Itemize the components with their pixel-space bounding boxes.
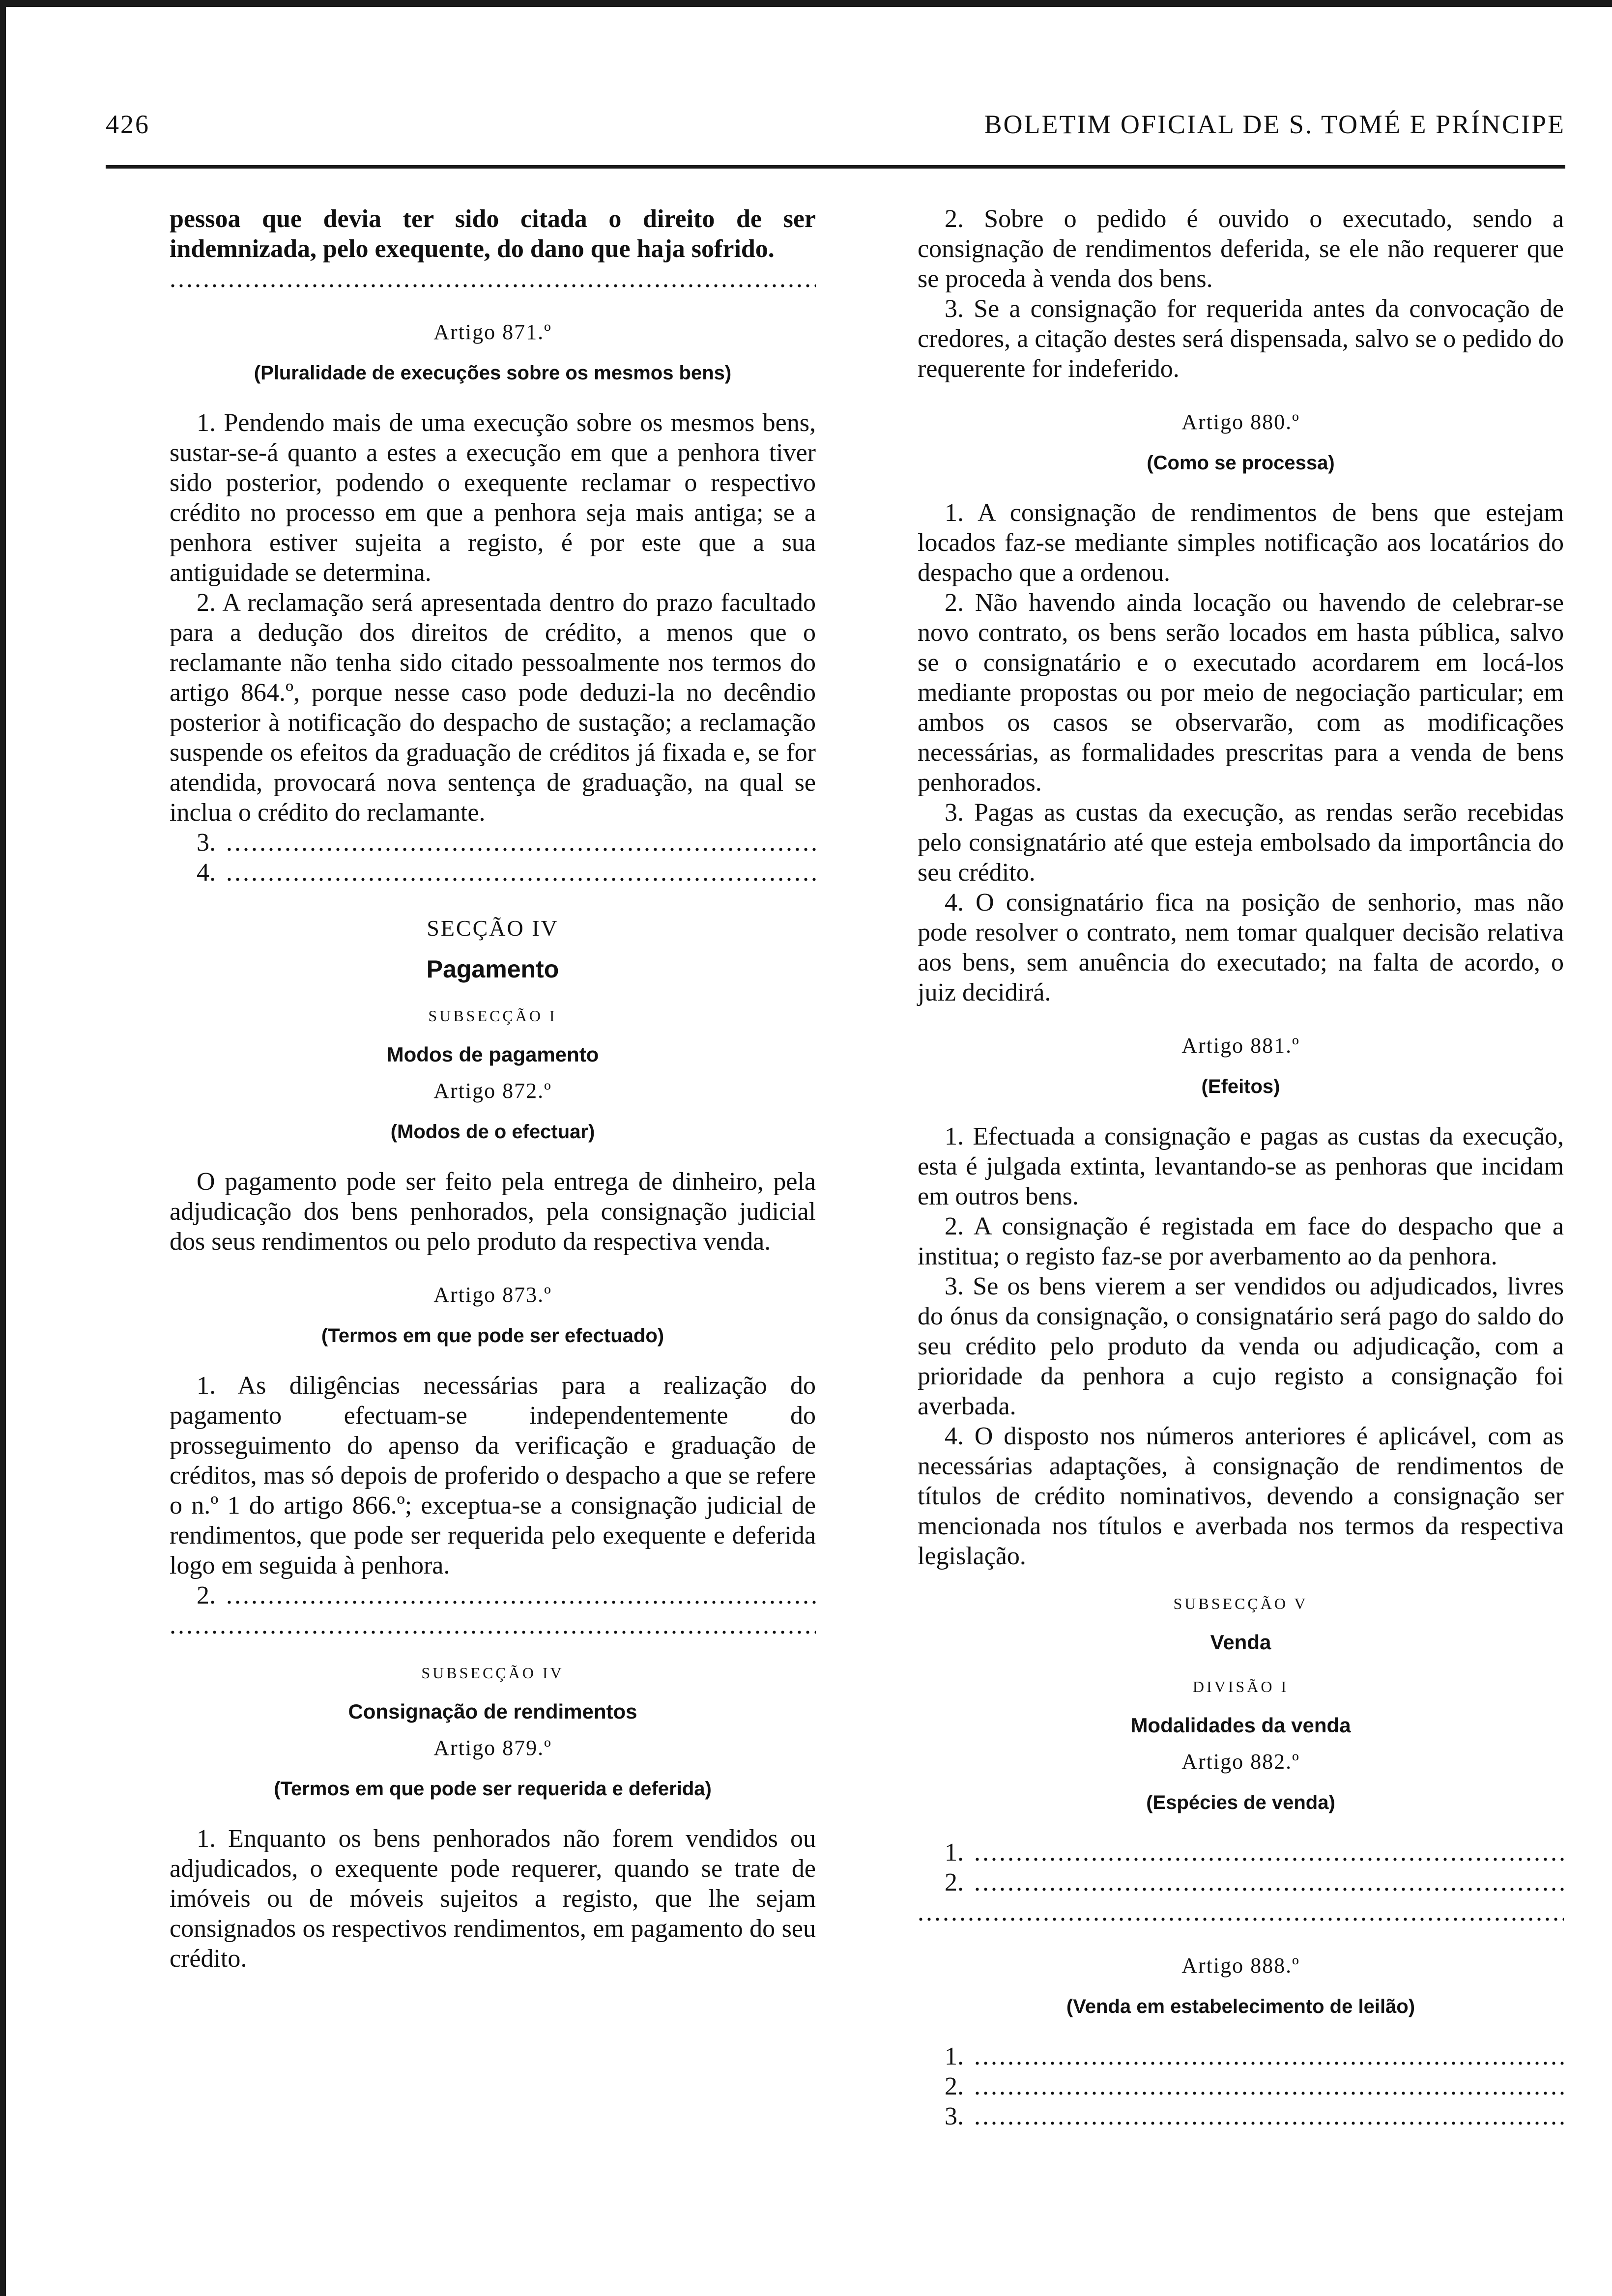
article-heading: Artigo 879.º [433,1736,552,1760]
right-column [918,204,1564,2131]
dotted-numbered-line [918,1867,1564,1897]
article-paragraph: 4. O disposto nos números anteriores é aplicável, com as necessárias adaptações, à consignação de rendimentos de títulos de crédito nominativos, devendo a consignação ser mencionada nos títulos e averbada nos termos da respectiva legislação. [918,1422,1564,1570]
article-caption: (Venda em estabelecimento de leilão) [1066,1996,1415,2017]
article-heading: Artigo 873.º [433,1283,552,1307]
top-border-rule [0,0,1612,7]
article-paragraph: 3. Pagas as custas da execução, as rendas serão recebidas pelo consignatário até que esteja embolsado da importância do seu crédito. [918,799,1564,887]
page-header [106,109,1565,144]
article-heading: Artigo 872.º [433,1079,552,1103]
intro-paragraph: pessoa que devia ter sido citada o direito de ser indemnizada, pelo exequente, do dano que haja sofrido. [170,205,816,263]
dotted-numbered-line [918,1837,1564,1867]
item-number: 2. [945,1868,964,1896]
article-caption: (Espécies de venda) [1146,1792,1335,1813]
article-paragraph: O pagamento pode ser feito pela entrega de dinheiro, pela adjudicação dos bens penhorados, pela consignação judicial dos seus rendimentos ou pelo produto da respectiva venda. [170,1168,816,1256]
subsection-title: Venda [1210,1631,1271,1654]
article-caption: (Pluralidade de execuções sobre os mesmos bens) [254,362,732,384]
item-number: 2. [945,2072,964,2100]
article-heading: Artigo 881.º [1181,1033,1300,1058]
article-heading: Artigo 871.º [433,320,552,344]
item-number: 1. [945,1838,964,1866]
dotted-ellipsis-line [170,264,816,294]
article-caption: (Efeitos) [1201,1076,1280,1097]
article-paragraph: 1. Efectuada a consignação e pagas as custas da execução, esta é julgada extinta, levantando-se as penhoras que incidam em outros bens. [918,1122,1564,1210]
article-paragraph: 1. Pendendo mais de uma execução sobre os mesmos bens, sustar-se-á quanto a estes a execução em que a penhora tiver sido posterior, podendo o exequente reclamar o respectivo crédito no processo em que a penhora seja mais antiga; se a penhora estiver sujeita a registo, é por este que a sua antiguidade se determina. [170,409,816,587]
article-paragraph: 1. Enquanto os bens penhorados não forem vendidos ou adjudicados, o exequente pode requerer, quando se trate de imóveis ou de móveis sujeitos a registo, que lhe sejam consignados os respectivos rendimentos, em pagamento do seu crédito. [170,1825,816,1973]
dotted-numbered-line [170,828,816,858]
article-paragraph: 2. Não havendo ainda locação ou havendo de celebrar-se novo contrato, os bens serão locados em hasta pública, salvo se o consignatário e o executado acordarem em locá-los mediante propostas ou por meio de negociação particular; em ambos os casos se observarão, com as modificações necessárias, as formalidades prescritas para a venda de bens penhorados. [918,589,1564,797]
article-paragraph: 3. Se os bens vierem a ser vendidos ou adjudicados, livres do ónus da consignação, o consignatário será pago do saldo do seu crédito pelo produto da venda ou adjudicação, com a prioridade da penhora a cujo registo a consignação foi averbada. [918,1272,1564,1420]
dotted-ellipsis-line [918,1897,1564,1927]
dotted-numbered-line [170,1580,816,1610]
item-number: 3. [945,2102,964,2130]
division-label: DIVISÃO I [1192,1678,1289,1695]
header-rule [106,165,1565,169]
section-label: SECÇÃO IV [427,916,559,941]
dotted-numbered-line [918,2101,1564,2131]
article-caption: (Termos em que pode ser requerida e deferida) [274,1778,712,1800]
page-number: 426 [106,110,150,139]
dotted-numbered-line [918,2071,1564,2101]
article-caption: (Como se processa) [1147,452,1335,474]
subsection-title: Modos de pagamento [386,1043,599,1066]
left-border-rule [0,0,6,2296]
article-heading: Artigo 882.º [1181,1750,1300,1774]
article-paragraph: 3. Se a consignação for requerida antes da convocação de credores, a citação destes será dispensada, salvo se o pedido do requerente for indeferido. [918,295,1564,383]
left-column [170,204,816,1974]
dotted-ellipsis-line [170,1610,816,1640]
article-paragraph: 2. Sobre o pedido é ouvido o executado, sendo a consignação de rendimentos deferida, se ele não requerer que se proceda à venda dos bens. [918,205,1564,293]
journal-title: BOLETIM OFICIAL DE S. TOMÉ E PRÍNCIPE [984,110,1565,139]
item-number: 1. [945,2042,964,2070]
article-caption: (Modos de o efectuar) [390,1121,595,1143]
article-paragraph: 4. O consignatário fica na posição de senhorio, mas não pode resolver o contrato, nem tomar qualquer decisão relativa aos bens, sem anuência do executado; na falta de acordo, o juiz decidirá. [918,889,1564,1006]
division-title: Modalidades da venda [1130,1714,1351,1737]
article-paragraph: 1. A consignação de rendimentos de bens que estejam locados faz-se mediante simples notificação aos locatários do despacho que a ordenou. [918,499,1564,587]
dotted-numbered-line [170,858,816,888]
item-number: 4. [197,859,216,887]
subsection-label: SUBSECÇÃO IV [421,1664,564,1682]
article-paragraph: 2. A reclamação será apresentada dentro do prazo facultado para a dedução dos direitos de crédito, a menos que o reclamante não tenha sido citado pessoalmente nos termos do artigo 864.º, porque nesse caso pode deduzi-la no decêndio posterior à notificação do despacho de sustação; a reclamação suspende os efeitos da graduação de créditos já fixada e, se for atendida, provocará nova sentença de graduação, na qual se inclua o crédito do reclamante. [170,589,816,827]
subsection-title: Consignação de rendimentos [348,1700,637,1723]
item-number: 2. [197,1581,216,1609]
item-number: 3. [197,829,216,857]
article-paragraph: 1. As diligências necessárias para a realização do pagamento efectuam-se independentemente do prosseguimento do apenso da verificação e graduação de créditos, mas só depois de proferido o despacho a que se refere o n.º 1 do artigo 866.º; exceptua-se a consignação judicial de rendimentos, que pode ser requerida pelo exequente e deferida logo em seguida à penhora. [170,1372,816,1579]
article-paragraph: 2. A consignação é registada em face do despacho que a institua; o registo faz-se por averbamento ao da penhora. [918,1212,1564,1270]
article-heading: Artigo 888.º [1181,1953,1300,1978]
subsection-label: SUBSECÇÃO V [1173,1595,1308,1612]
article-heading: Artigo 880.º [1181,410,1300,434]
subsection-label: SUBSECÇÃO I [428,1007,557,1025]
article-caption: (Termos em que pode ser efectuado) [321,1325,664,1347]
dotted-numbered-line [918,2041,1564,2071]
section-title: Pagamento [426,955,559,983]
